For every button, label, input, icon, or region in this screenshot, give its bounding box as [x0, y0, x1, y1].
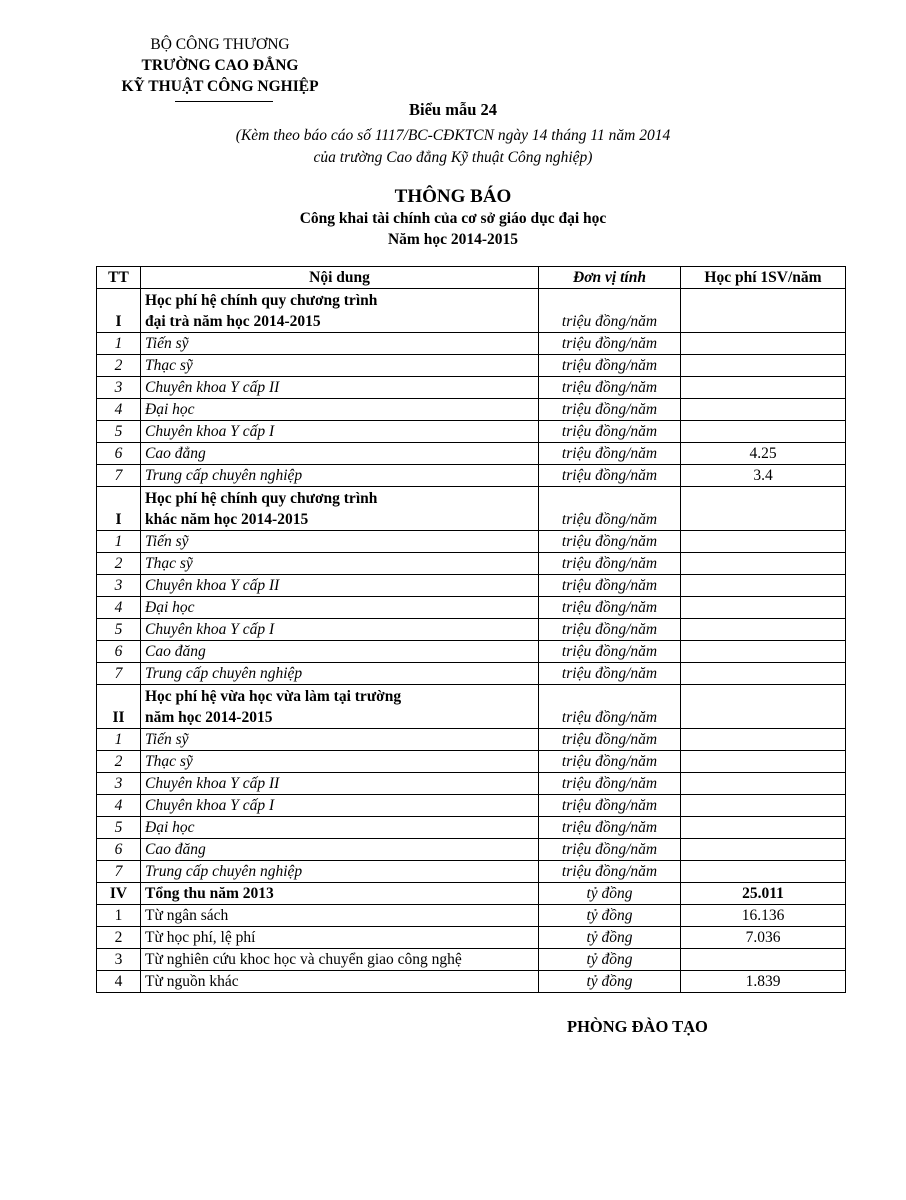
header-fee: Học phí 1SV/năm: [681, 267, 846, 289]
table-row: [97, 465, 846, 487]
section-title-line2: năm học 2014-2015: [145, 709, 273, 726]
row-number: 6: [97, 443, 141, 465]
row-fee-value: [681, 795, 846, 817]
row-number: 1: [97, 905, 141, 927]
row-number: IV: [97, 883, 141, 905]
table-row: [97, 971, 846, 993]
table-row: [97, 817, 846, 839]
row-number: 4: [97, 795, 141, 817]
row-unit: triệu đồng/năm: [539, 795, 681, 817]
row-content: Tiến sỹ: [141, 333, 539, 355]
row-content: Từ nguồn khác: [141, 971, 539, 993]
row-unit: tỷ đồng: [539, 949, 681, 971]
section-title-line1: Học phí hệ chính quy chương trình: [145, 292, 378, 309]
row-content: Thạc sỹ: [141, 553, 539, 575]
row-fee-value: [681, 839, 846, 861]
row-content: Chuyên khoa Y cấp I: [141, 795, 539, 817]
row-fee-value: [681, 421, 846, 443]
row-number: 4: [97, 399, 141, 421]
table-row: [97, 751, 846, 773]
section-title-line1: Học phí hệ vừa học vừa làm tại trường: [145, 688, 402, 705]
table-row: [97, 905, 846, 927]
row-fee-value: [681, 289, 846, 333]
row-number: 5: [97, 817, 141, 839]
table-row: [97, 839, 846, 861]
section-title-line2: khác năm học 2014-2015: [145, 511, 309, 528]
row-fee-value: 7.036: [681, 927, 846, 949]
table-row: [97, 663, 846, 685]
table-row: [97, 333, 846, 355]
row-number: 3: [97, 575, 141, 597]
row-content: Chuyên khoa Y cấp II: [141, 773, 539, 795]
row-content: Tiến sỹ: [141, 531, 539, 553]
row-content: Thạc sỹ: [141, 751, 539, 773]
table-row: [97, 531, 846, 553]
row-number: 7: [97, 465, 141, 487]
row-unit: tỷ đồng: [539, 971, 681, 993]
row-unit: triệu đồng/năm: [539, 597, 681, 619]
signature-department: PHÒNG ĐÀO TẠO: [567, 1017, 708, 1036]
row-content: Cao đăng: [141, 641, 539, 663]
row-content: Đại học: [141, 399, 539, 421]
row-content: [141, 487, 539, 531]
row-fee-value: [681, 531, 846, 553]
row-unit: tỷ đồng: [539, 905, 681, 927]
row-unit: triệu đồng/năm: [539, 685, 681, 729]
table-row: [97, 861, 846, 883]
row-unit: triệu đồng/năm: [539, 773, 681, 795]
row-number: 2: [97, 553, 141, 575]
row-unit: triệu đồng/năm: [539, 839, 681, 861]
row-fee-value: [681, 949, 846, 971]
row-fee-value: [681, 663, 846, 685]
row-number: 1: [97, 531, 141, 553]
row-content: [141, 685, 539, 729]
fee-table: [96, 266, 846, 993]
row-number: 3: [97, 949, 141, 971]
row-number: I: [97, 289, 141, 333]
table-row: [97, 553, 846, 575]
row-fee-value: [681, 685, 846, 729]
school-name-line2: KỸ THUẬT CÔNG NGHIỆP: [121, 78, 319, 95]
row-number: 5: [97, 421, 141, 443]
row-fee-value: [681, 773, 846, 795]
row-content: Chuyên khoa Y cấp I: [141, 421, 539, 443]
row-unit: triệu đồng/năm: [539, 333, 681, 355]
row-number: 5: [97, 619, 141, 641]
row-unit: triệu đồng/năm: [539, 751, 681, 773]
row-unit: triệu đồng/năm: [539, 421, 681, 443]
row-content: Chuyên khoa Y cấp II: [141, 377, 539, 399]
row-number: 4: [97, 597, 141, 619]
row-content: Cao đẳng: [141, 443, 539, 465]
row-number: 3: [97, 377, 141, 399]
header-tt: TT: [97, 267, 141, 289]
table-row: [97, 619, 846, 641]
table-row: [97, 729, 846, 751]
table-row: [97, 399, 846, 421]
row-fee-value: [681, 641, 846, 663]
table-row: [97, 487, 846, 531]
row-content: Đại học: [141, 817, 539, 839]
row-content: Chuyên khoa Y cấp II: [141, 575, 539, 597]
row-unit: triệu đồng/năm: [539, 377, 681, 399]
table-row: [97, 289, 846, 333]
table-row: [97, 641, 846, 663]
header-unit: Đơn vị tính: [539, 267, 681, 289]
table-row: [97, 421, 846, 443]
row-number: II: [97, 685, 141, 729]
form-number: Biểu mẫu 24: [408, 100, 497, 119]
row-number: 1: [97, 333, 141, 355]
school-name-line1: TRƯỜNG CAO ĐẲNG: [141, 57, 299, 74]
row-fee-value: [681, 487, 846, 531]
row-unit: triệu đồng/năm: [539, 399, 681, 421]
row-number: 6: [97, 641, 141, 663]
header-content: Nội dung: [141, 267, 539, 289]
section-title-line1: Học phí hệ chính quy chương trình: [145, 490, 378, 507]
table-row: [97, 883, 846, 905]
row-content: Đại học: [141, 597, 539, 619]
row-content: Từ học phí, lệ phí: [141, 927, 539, 949]
academic-year: Năm học 2014-2015: [387, 231, 519, 248]
table-row: [97, 355, 846, 377]
row-number: 7: [97, 861, 141, 883]
reference-line-1: (Kèm theo báo cáo số 1117/BC-CĐKTCN ngày 14 tháng 11 năm 2014: [235, 127, 671, 144]
row-unit: triệu đồng/năm: [539, 619, 681, 641]
row-unit: triệu đồng/năm: [539, 465, 681, 487]
row-fee-value: [681, 399, 846, 421]
row-unit: tỷ đồng: [539, 883, 681, 905]
table-row: [97, 773, 846, 795]
row-unit: triệu đồng/năm: [539, 641, 681, 663]
row-fee-value: 16.136: [681, 905, 846, 927]
row-number: I: [97, 487, 141, 531]
table-row: [97, 949, 846, 971]
row-unit: triệu đồng/năm: [539, 289, 681, 333]
row-unit: triệu đồng/năm: [539, 861, 681, 883]
row-number: 2: [97, 927, 141, 949]
row-unit: triệu đồng/năm: [539, 817, 681, 839]
table-body: [97, 289, 846, 993]
table-row: [97, 597, 846, 619]
row-content: Trung cấp chuyên nghiệp: [141, 465, 539, 487]
row-fee-value: 1.839: [681, 971, 846, 993]
row-content: [141, 289, 539, 333]
row-number: 4: [97, 971, 141, 993]
row-unit: triệu đồng/năm: [539, 663, 681, 685]
row-unit: triệu đồng/năm: [539, 355, 681, 377]
issuer-header: [100, 34, 340, 97]
row-unit: tỷ đồng: [539, 927, 681, 949]
document-title: THÔNG BÁO: [394, 186, 512, 207]
row-fee-value: [681, 861, 846, 883]
row-fee-value: [681, 333, 846, 355]
row-number: 1: [97, 729, 141, 751]
document-subtitle: Công khai tài chính của cơ sở giáo dục đại học: [299, 210, 607, 227]
row-fee-value: [681, 751, 846, 773]
row-fee-value: 25.011: [681, 883, 846, 905]
section-title-line2: đại trà năm học 2014-2015: [145, 313, 321, 330]
table-row: [97, 443, 846, 465]
row-fee-value: [681, 377, 846, 399]
row-fee-value: 3.4: [681, 465, 846, 487]
row-unit: triệu đồng/năm: [539, 575, 681, 597]
row-unit: triệu đồng/năm: [539, 553, 681, 575]
table-row: [97, 685, 846, 729]
reference-line-2: của trường Cao đẳng Kỹ thuật Công nghiệp): [313, 149, 593, 166]
table-row: [97, 795, 846, 817]
row-unit: triệu đồng/năm: [539, 443, 681, 465]
table-row: [97, 377, 846, 399]
table-row: [97, 575, 846, 597]
table-row: [97, 927, 846, 949]
row-number: 2: [97, 355, 141, 377]
row-fee-value: [681, 553, 846, 575]
row-number: 3: [97, 773, 141, 795]
row-number: 6: [97, 839, 141, 861]
row-unit: triệu đồng/năm: [539, 531, 681, 553]
row-fee-value: [681, 597, 846, 619]
row-content: Từ nghiên cứu khoc học và chuyển giao công nghệ: [141, 949, 539, 971]
row-fee-value: [681, 817, 846, 839]
table-header-row: [97, 267, 846, 289]
row-fee-value: 4.25: [681, 443, 846, 465]
row-content: Trung cấp chuyên nghiệp: [141, 861, 539, 883]
row-content: Tiến sỹ: [141, 729, 539, 751]
row-content: Chuyên khoa Y cấp I: [141, 619, 539, 641]
ministry-name: BỘ CÔNG THƯƠNG: [150, 36, 290, 53]
row-content: Từ ngân sách: [141, 905, 539, 927]
row-content: Trung cấp chuyên nghiệp: [141, 663, 539, 685]
row-fee-value: [681, 355, 846, 377]
row-content: Tổng thu năm 2013: [141, 883, 539, 905]
row-content: Cao đăng: [141, 839, 539, 861]
row-number: 2: [97, 751, 141, 773]
row-fee-value: [681, 729, 846, 751]
row-fee-value: [681, 575, 846, 597]
row-number: 7: [97, 663, 141, 685]
row-content: Thạc sỹ: [141, 355, 539, 377]
row-unit: triệu đồng/năm: [539, 487, 681, 531]
row-unit: triệu đồng/năm: [539, 729, 681, 751]
row-fee-value: [681, 619, 846, 641]
